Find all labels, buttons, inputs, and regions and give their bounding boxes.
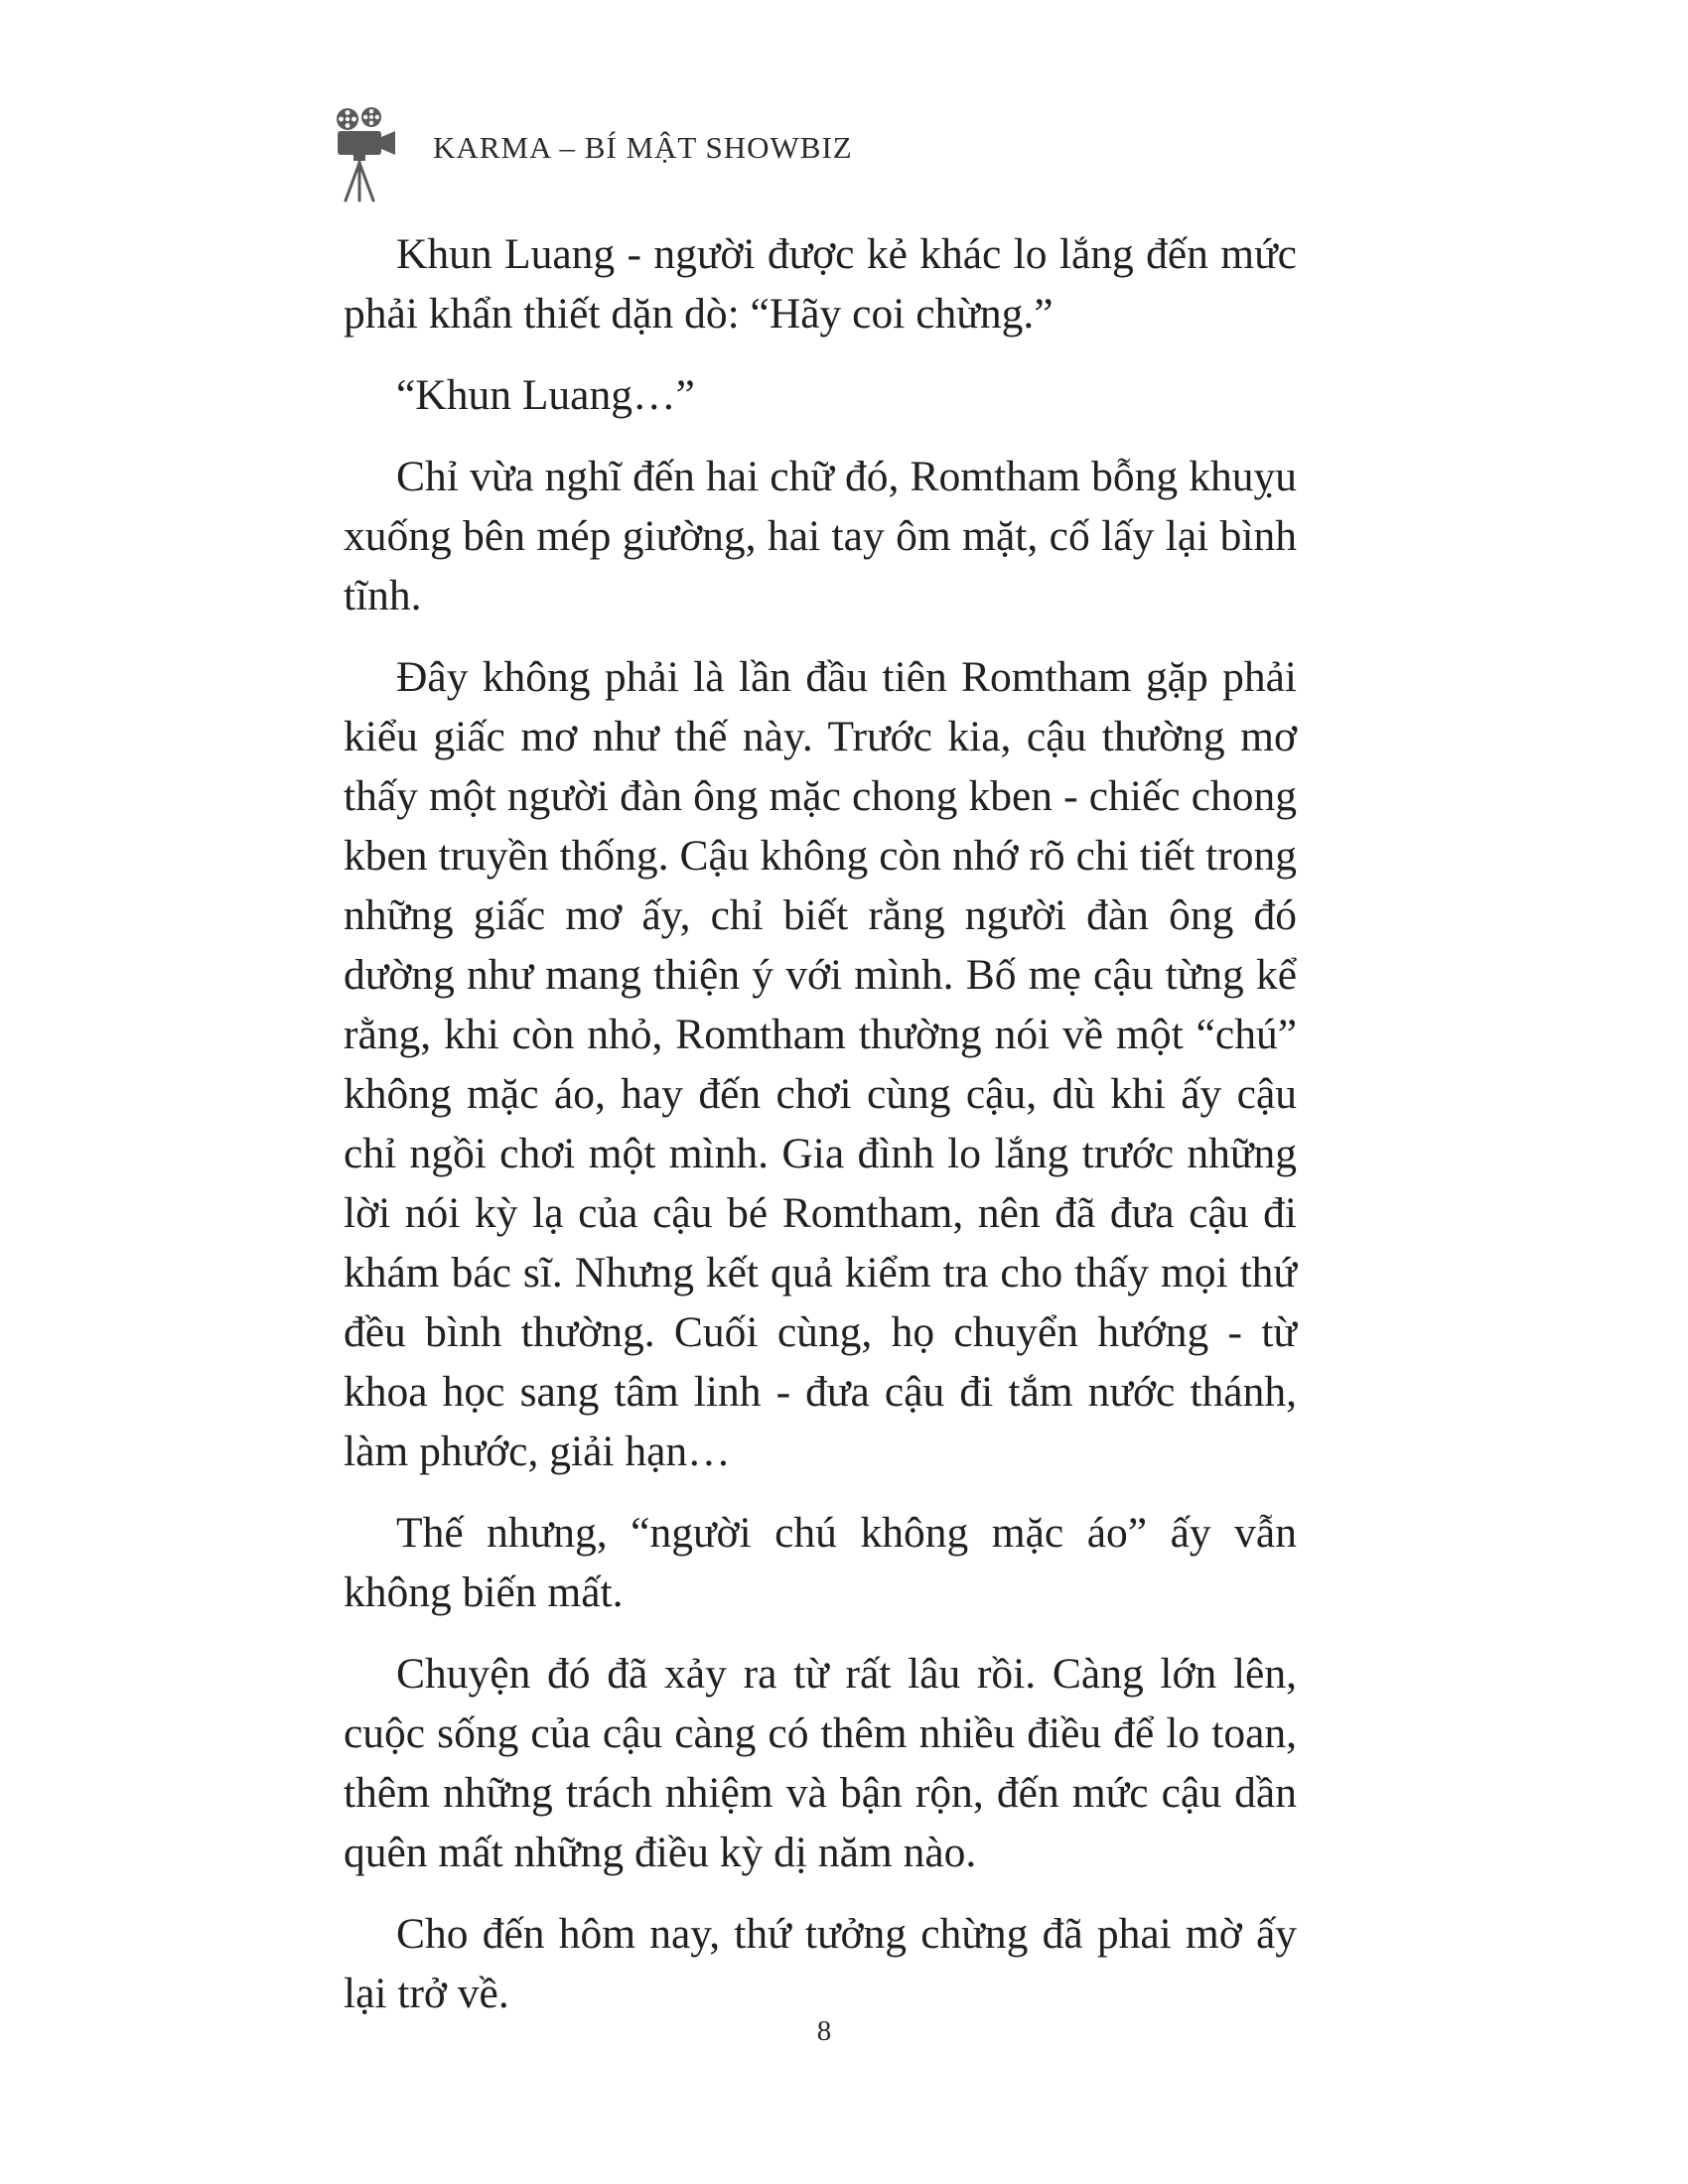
body-text xyxy=(344,224,1297,2045)
paragraph: “Khun Luang…” xyxy=(396,371,695,419)
running-header-title: KARMA – BÍ MẬT SHOWBIZ xyxy=(433,130,853,165)
paragraph: Cho đến hôm nay, thứ tưởng chừng đã phai mờ ấy lại trở về. xyxy=(344,1910,1297,2017)
paragraph: Khun Luang - người được kẻ khác lo lắng đến mức phải khẩn thiết dặn dò: “Hãy coi chừng.” xyxy=(344,230,1297,338)
page-number: 8 xyxy=(816,2015,832,2047)
paragraph: Thế nhưng, “người chú không mặc áo” ấy vẫn không biến mất. xyxy=(344,1509,1297,1616)
paragraph: Đây không phải là lần đầu tiên Romtham gặp phải kiểu giấc mơ như thế này. Trước kia, cậu thường mơ thấy một người đàn ông mặc chong kben - chiếc chong kben truyền thống. Cậu không còn nhớ rõ chi tiết trong những giấc mơ ấy, chỉ biết rằng người đàn ông đó dường như mang thiện ý với mình. Bố mẹ cậu từng kể rằng, khi còn nhỏ, Romtham thường nói về một “chú” không mặc áo, hay đến chơi cùng cậu, dù khi ấy cậu chỉ ngồi chơi một mình. Gia đình lo lắng trước những lời nói kỳ lạ của cậu bé Romtham, nên đã đưa cậu đi khám bác sĩ. Nhưng kết quả kiểm tra cho thấy mọi thứ đều bình thường. Cuối cùng, họ chuyển hướng - từ khoa học sang tâm linh - đưa cậu đi tắm nước thánh, làm phước, giải hạn… xyxy=(344,653,1297,1475)
running-header xyxy=(334,107,853,203)
film-camera-icon xyxy=(334,107,405,203)
paragraph: Chuyện đó đã xảy ra từ rất lâu rồi. Càng lớn lên, cuộc sống của cậu càng có thêm nhiều điều để lo toan, thêm những trách nhiệm và bận rộn, đến mức cậu dần quên mất những điều kỳ dị năm nào. xyxy=(344,1650,1297,1876)
paragraph: Chỉ vừa nghĩ đến hai chữ đó, Romtham bỗng khuỵu xuống bên mép giường, hai tay ôm mặt, cố lấy lại bình tĩnh. xyxy=(344,453,1297,619)
